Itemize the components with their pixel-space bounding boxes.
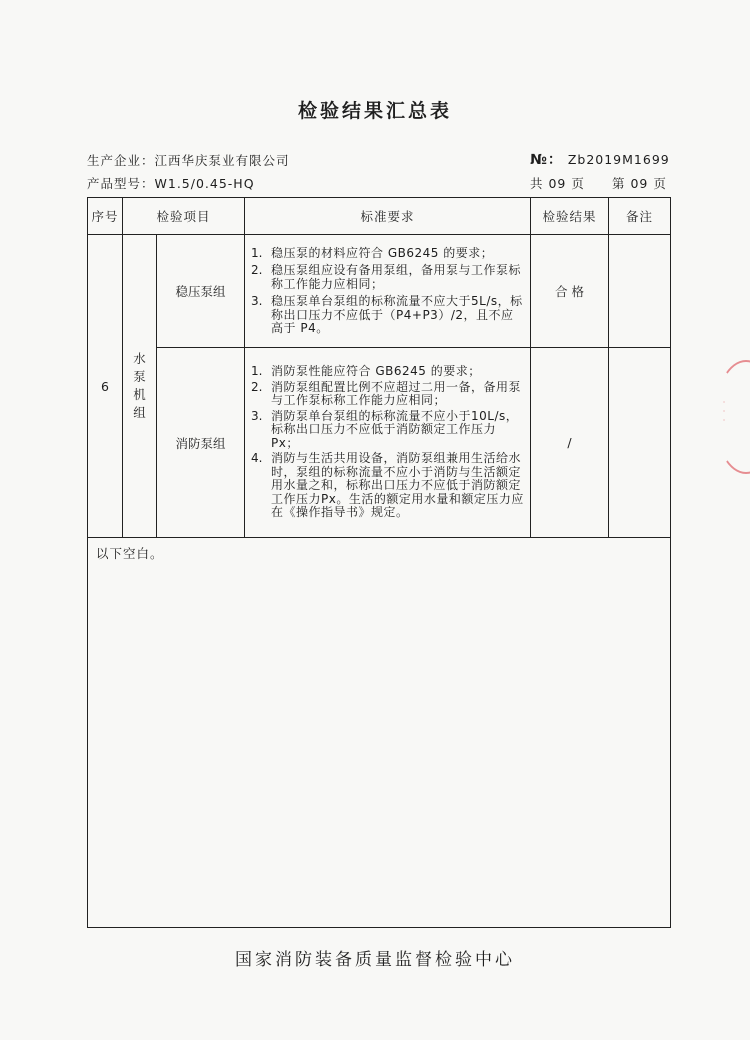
requirement-item: 1. 稳压泵的材料应符合 GB6245 的要求； xyxy=(251,245,494,260)
requirement-item: 1. 消防泵性能应符合 GB6245 的要求； xyxy=(251,364,481,379)
seq-cell: 6 xyxy=(88,235,123,538)
header-remark: 备注 xyxy=(609,198,671,235)
group-cell xyxy=(123,235,157,538)
report-number-label: №： xyxy=(530,152,563,168)
requirement-item: 4. 消防与生活共用设备，消防泵组兼用生活给水时，泵组的标称流量不应小于消防与生活额定用水量之和，标称出口压力不应低于消防额定工作压力Px。生活的额定用水量和额定压力应在《操作指导书》规定。 xyxy=(251,451,524,520)
requirement-item: 2. 消防泵组配置比例不应超过二用一备，备用泵与工作泵标称工作能力应相同； xyxy=(251,379,522,408)
requirement-item: 3. 稳压泵单台泵组的标称流量不应大于5L/s，标称出口压力不应低于（P4+P3）/2，且不应高于 P4。 xyxy=(251,294,523,335)
result-cell: 合 格 xyxy=(531,235,609,348)
group-char: 组 xyxy=(133,405,146,420)
remark-cell xyxy=(609,235,671,348)
remark-cell xyxy=(609,348,671,538)
results-table xyxy=(87,197,671,928)
sub-item-cell: 消防泵组 xyxy=(157,348,245,538)
sub-item-cell: 稳压泵组 xyxy=(157,235,245,348)
header-seq: 序号 xyxy=(88,198,123,235)
issuing-organization: 国家消防装备质量监督检验中心 xyxy=(235,950,515,970)
requirements-cell xyxy=(245,235,531,348)
header-item: 检验项目 xyxy=(123,198,245,235)
result-cell: / xyxy=(531,348,609,538)
current-page: 第 09 页 xyxy=(612,176,667,191)
requirement-item: 2. 稳压泵组应设有备用泵组，备用泵与工作泵标称工作能力应相同； xyxy=(251,263,522,291)
total-pages: 共 09 页 xyxy=(530,176,585,191)
group-char: 机 xyxy=(133,387,146,402)
group-char: 泵 xyxy=(133,369,146,384)
document-title: 检验结果汇总表 xyxy=(297,100,452,122)
header-result: 检验结果 xyxy=(531,198,609,235)
seal-stamp-marks: · · · xyxy=(722,398,726,425)
table-row xyxy=(88,348,671,538)
model-value: W1.5/0.45-HQ xyxy=(154,176,255,191)
table-header-row xyxy=(88,198,671,235)
table-row xyxy=(88,235,671,348)
header-requirement: 标准要求 xyxy=(245,198,531,235)
manufacturer-label: 生产企业： xyxy=(87,153,155,168)
manufacturer-line xyxy=(87,151,290,169)
report-number: Zb2019M1699 xyxy=(567,152,670,167)
requirements-cell xyxy=(245,348,531,538)
model-line xyxy=(87,174,255,192)
requirement-item: 3. 消防泵单台泵组的标称流量不应小于10L/s，标称出口压力不应低于消防额定工作压力 Px； xyxy=(251,408,519,450)
blank-note: 以下空白。 xyxy=(88,538,671,928)
blank-row xyxy=(88,538,671,928)
model-label: 产品型号： xyxy=(87,176,155,191)
report-number-line xyxy=(530,149,670,169)
group-char: 水 xyxy=(133,351,146,366)
manufacturer-value: 江西华庆泵业有限公司 xyxy=(154,153,290,168)
